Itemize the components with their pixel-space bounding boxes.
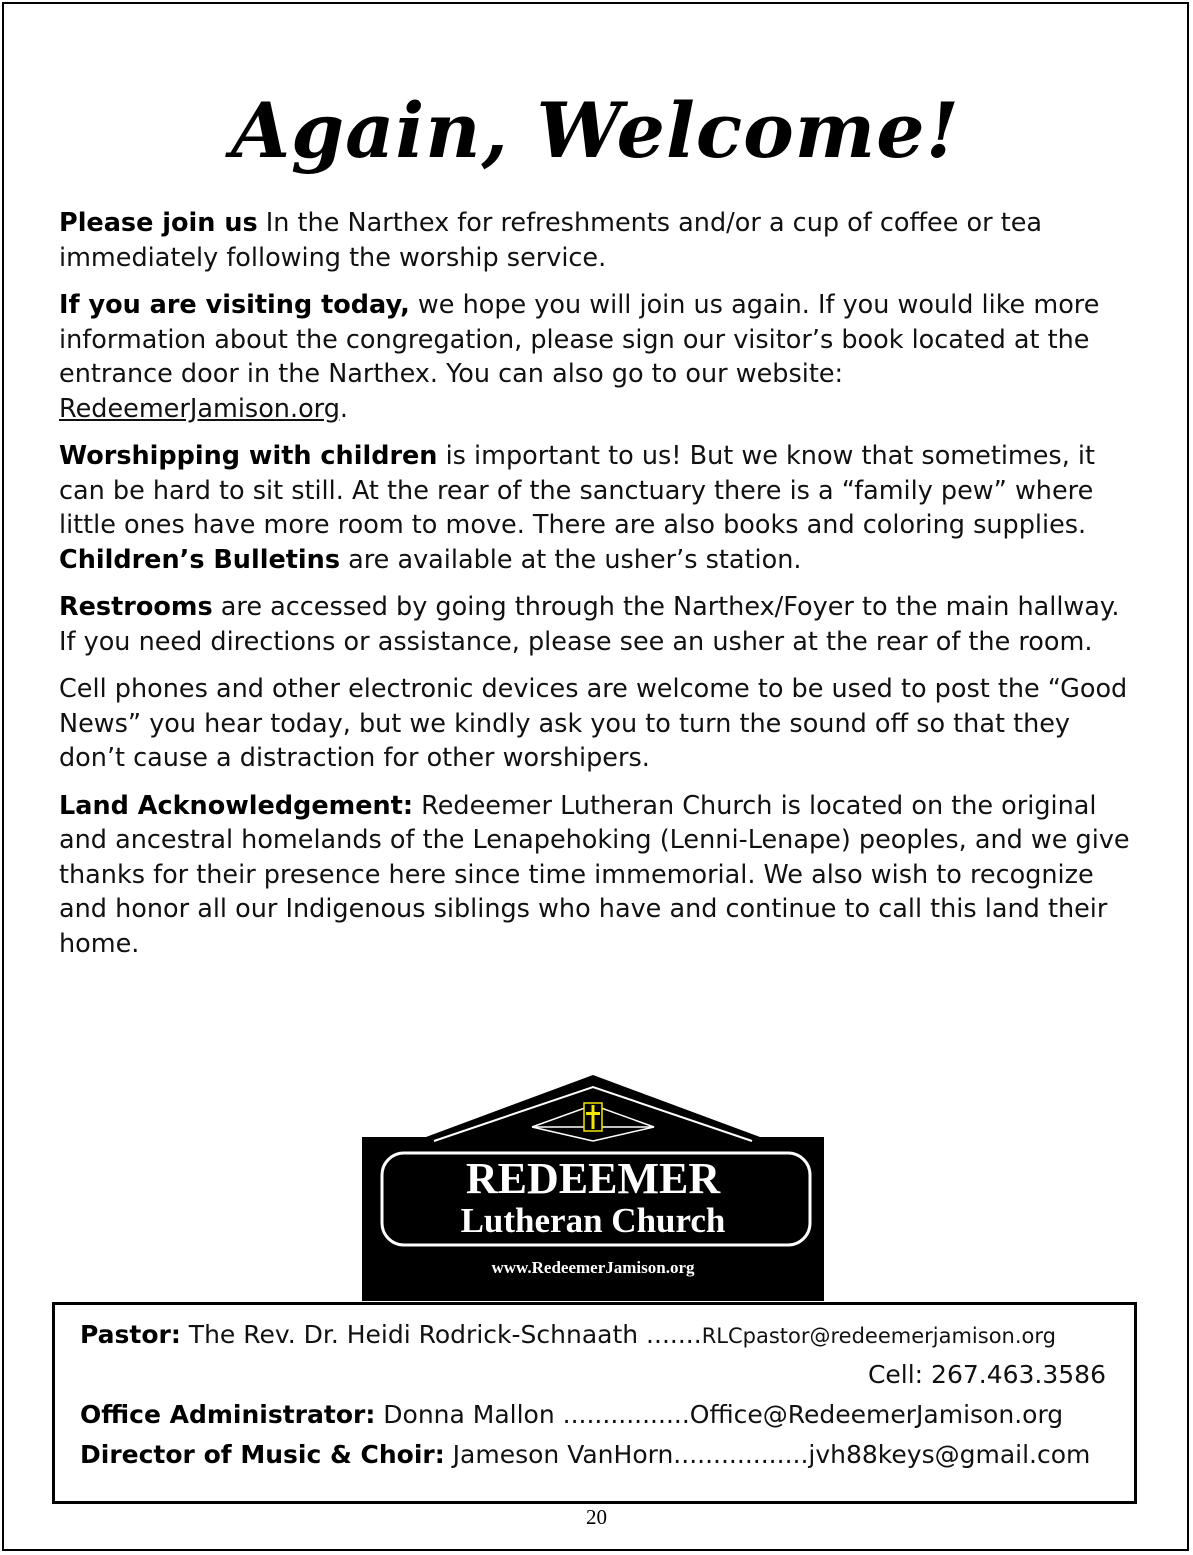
childrens-bulletins-label: Children’s Bulletins	[59, 544, 340, 575]
contact-email-link[interactable]: Office@RedeemerJamison.org	[689, 1400, 1064, 1429]
cross-icon	[584, 1103, 602, 1131]
paragraph-cell-phones	[59, 672, 1134, 776]
paragraph-land-acknowledgement	[59, 789, 1134, 962]
paragraph-heading: If you are visiting today,	[59, 290, 410, 320]
paragraph-text: is important to us! But we know that sometimes, it can be hard to sit still. At the rear of the sanctuary there is a “family pew” where little ones have more room to move. There are also books and coloring supplies.	[59, 441, 1096, 540]
paragraph-children	[59, 439, 1134, 577]
paragraph-text: we hope you will join us again. If you would like more information about the congregation, please sign our visitor’s book located at the entrance door in the Narthex. You can also go to our website:	[59, 290, 1100, 389]
paragraph-heading: Worshipping with children	[59, 441, 438, 471]
contact-row-music	[80, 1435, 1106, 1475]
contact-phone: Cell: 267.463.3586	[867, 1360, 1106, 1389]
paragraph-heading: Land Acknowledgement:	[59, 790, 414, 821]
paragraph-text: Redeemer Lutheran Church is located on the original and ancestral homelands of the Lenapehoking (Lenni-Lenape) peoples, and we give thanks for their presence here since time immemorial. We also wish to recognize and honor all our Indigenous siblings who have and continue to call this land their home.	[59, 790, 1130, 959]
bulletin-page	[2, 2, 1189, 1551]
contact-row-pastor	[80, 1315, 1106, 1355]
paragraph-text: In the Narthex for refreshments and/or a cup of coffee or tea immediately following the worship service.	[59, 208, 1043, 273]
page-title: Again, Welcome!	[231, 86, 960, 175]
contact-row-pastor-cell	[80, 1355, 1106, 1395]
contact-name: Jameson VanHorn.................	[444, 1440, 809, 1469]
paragraph-restrooms	[59, 590, 1134, 659]
contact-email-link[interactable]: jvh88keys@gmail.com	[808, 1440, 1091, 1469]
paragraph-text-end: .	[339, 393, 348, 424]
paragraph-heading: Restrooms	[59, 592, 213, 622]
contact-row-office	[80, 1395, 1106, 1435]
paragraph-text: Cell phones and other electronic devices are welcome to be used to post the “Good News” you hear today, but we kindly ask you to turn the sound off so that they don’t cause a distraction for other worshipers.	[59, 674, 1128, 773]
contact-name: The Rev. Dr. Heidi Rodrick-Schnaath .......	[180, 1320, 702, 1349]
logo-name-line1: REDEEMER	[465, 1154, 721, 1203]
staff-contact-box	[52, 1302, 1137, 1504]
contact-role: Office Administrator:	[80, 1400, 376, 1429]
contact-email-link[interactable]: RLCpastor@redeemerjamison.org	[701, 1324, 1056, 1348]
contact-role: Director of Music & Choir:	[80, 1440, 445, 1469]
welcome-body	[59, 206, 1134, 974]
paragraph-text: are accessed by going through the Narthex/Foyer to the main hallway. If you need directions or assistance, please see an usher at the rear of the room.	[59, 592, 1120, 657]
contact-name: Donna Mallon ................	[375, 1400, 690, 1429]
paragraph-join-us	[59, 206, 1134, 275]
contact-role: Pastor:	[80, 1320, 181, 1349]
church-logo	[362, 1075, 824, 1301]
page-number: 20	[586, 1505, 607, 1529]
logo-name-line2: Lutheran Church	[460, 1201, 726, 1240]
paragraph-visiting	[59, 288, 1134, 426]
website-link[interactable]: RedeemerJamison.org	[59, 393, 340, 424]
paragraph-heading: Please join us	[59, 208, 258, 238]
logo-website: www.RedeemerJamison.org	[491, 1258, 695, 1277]
paragraph-text: are available at the usher’s station.	[340, 544, 802, 575]
